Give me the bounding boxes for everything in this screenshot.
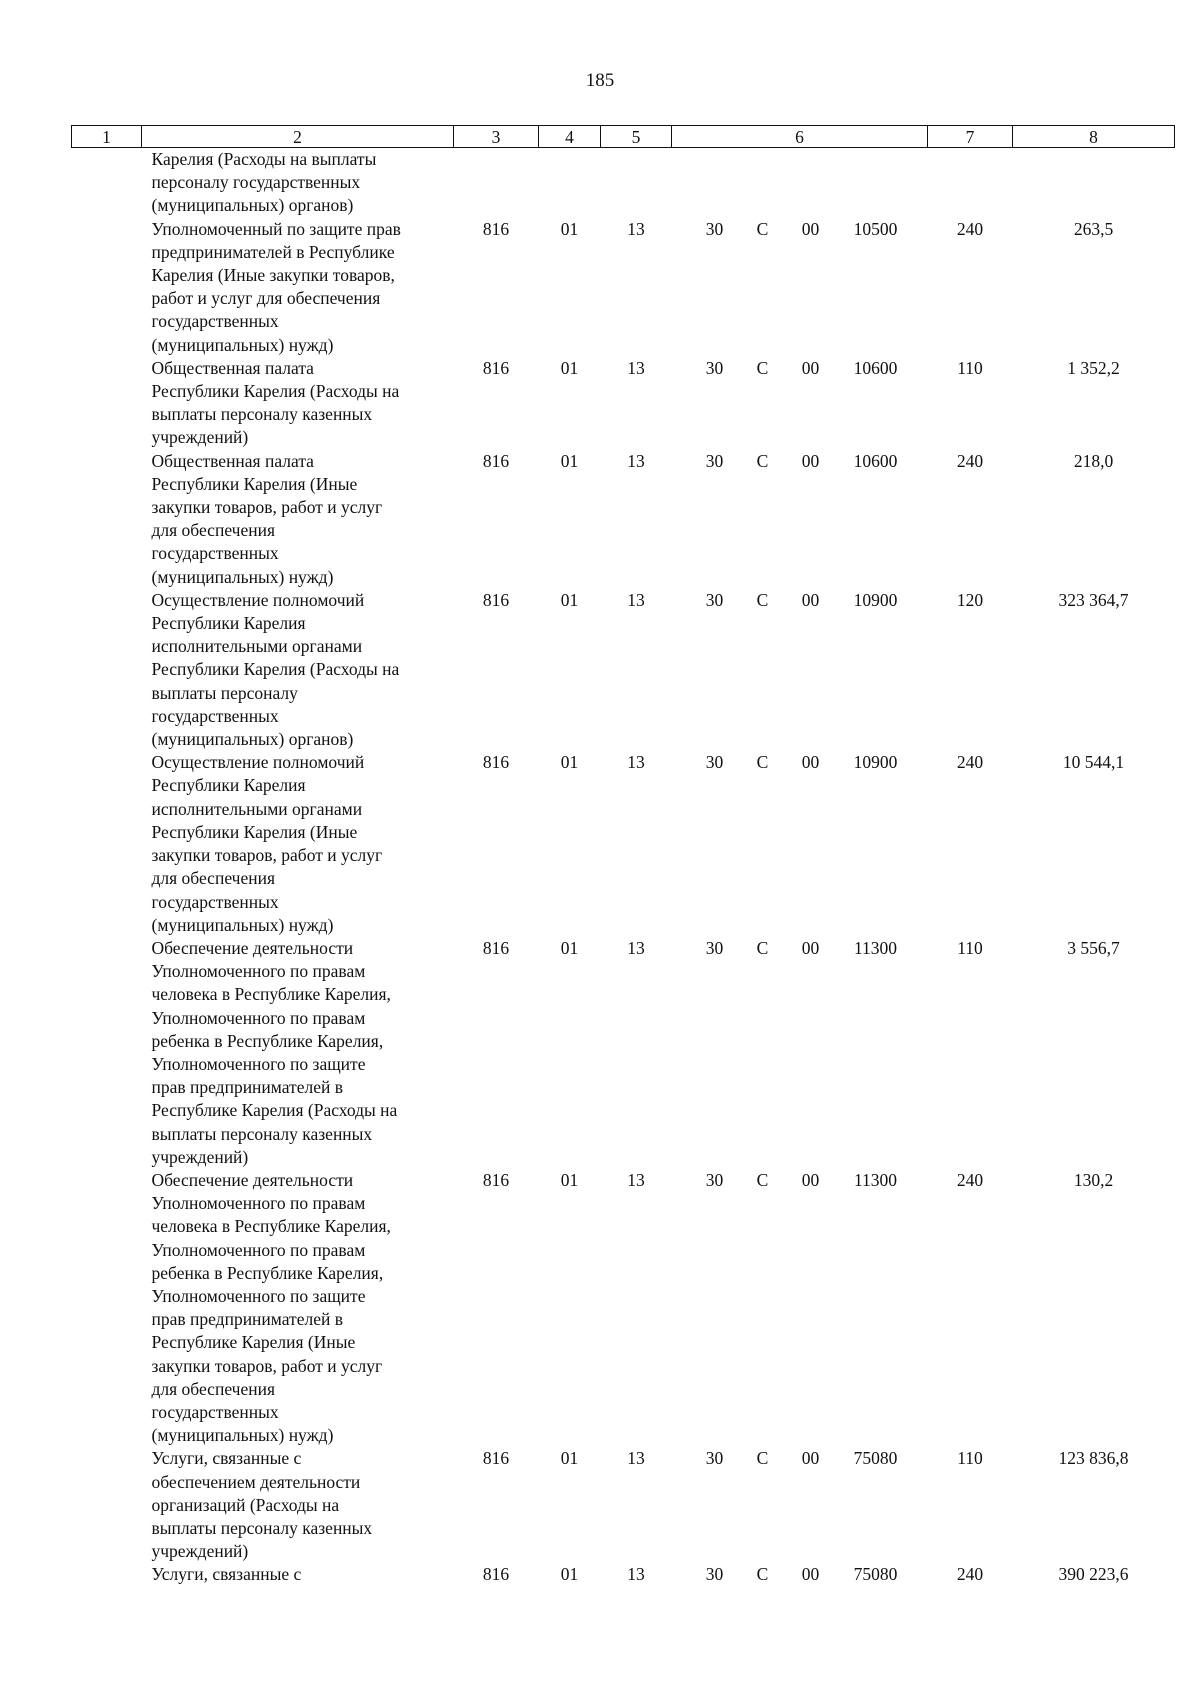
expense-description: Обеспечение деятельности Уполномоченного по правам человека в Республике Карелия, Уполномоченного по правам ребенка в Республике Карелия, Уполномоченного по защите прав предпринимателей в Республике Карелия (Иные закупки товаров, работ и услуг для обеспечения государственных (муниципальных) нужд) [151, 1169, 391, 1446]
code-part-c6c: 00 [801, 1448, 820, 1469]
cell-amount: 10 544,1 [1062, 752, 1125, 773]
cell-col-4: 01 [560, 218, 579, 239]
budget-table [71, 125, 1175, 1587]
code-part-c6b: С [756, 450, 769, 471]
cell-col-6 [672, 450, 928, 589]
cell-col-4: 01 [560, 752, 579, 773]
code-part-c6a: 30 [705, 450, 724, 471]
cell-col-3: 816 [482, 1169, 510, 1190]
cell-col-7: 120 [956, 589, 984, 610]
cell-col-5: 13 [627, 218, 645, 239]
code-part-c6b: С [756, 1169, 769, 1190]
cell-col-6 [672, 148, 928, 218]
cell-description [142, 218, 454, 357]
expense-description: Общественная палата Республики Карелия (Расходы на выплаты персоналу казенных учреждений) [151, 357, 400, 448]
col-header-1: 1 [72, 126, 142, 148]
header-row [72, 126, 1175, 148]
expense-description: Карелия (Расходы на выплаты персоналу государственных (муниципальных) органов) [151, 149, 377, 216]
cell-description [142, 450, 454, 589]
cell-col-5: 13 [627, 589, 645, 610]
code-part-c6a: 30 [705, 357, 724, 378]
cell-col-1 [72, 1169, 142, 1447]
target-article-code [672, 937, 928, 960]
cell-col-5: 13 [627, 450, 645, 471]
cell-col-4: 01 [560, 937, 579, 958]
expense-description: Услуги, связанные с обеспечением деятельности организаций (Расходы на выплаты персоналу казенных учреждений) [151, 1448, 373, 1562]
table-row [72, 937, 1175, 1169]
cell-col-5 [601, 148, 672, 218]
code-part-c6a: 30 [705, 1564, 724, 1585]
cell-col-4 [539, 148, 601, 218]
cell-col-3: 816 [482, 450, 510, 471]
cell-col-3: 816 [482, 589, 510, 610]
cell-description [142, 357, 454, 450]
cell-col-6 [672, 589, 928, 751]
cell-col-6 [672, 937, 928, 1169]
cell-col-1 [72, 1447, 142, 1563]
col-header-8: 8 [1013, 126, 1175, 148]
code-part-c6d: 11300 [853, 937, 898, 958]
cell-amount: 390 223,6 [1058, 1564, 1129, 1585]
cell-col-7: 110 [957, 1448, 983, 1469]
target-article-code [672, 1563, 928, 1586]
cell-col-6 [672, 218, 928, 357]
cell-col-4: 01 [560, 1564, 579, 1585]
cell-col-1 [72, 589, 142, 751]
cell-col-1 [72, 937, 142, 1169]
cell-amount: 1 352,2 [1067, 357, 1120, 378]
code-part-c6c: 00 [801, 357, 820, 378]
expense-description: Осуществление полномочий Республики Карелия исполнительными органами Республики Карелия (Расходы на выплаты персоналу государственных (муниципальных) органов) [151, 589, 400, 750]
cell-amount: 323 364,7 [1058, 589, 1129, 610]
code-part-c6a: 30 [705, 589, 724, 610]
expense-description: Обеспечение деятельности Уполномоченного по правам человека в Республике Карелия, Уполномоченного по правам ребенка в Республике Карелия, Уполномоченного по защите прав предпринимателей в Республике Карелия (Расходы на выплаты персоналу казенных учреждений) [151, 937, 398, 1167]
cell-description [142, 751, 454, 937]
cell-amount: 130,2 [1073, 1169, 1114, 1190]
code-part-c6d: 10900 [853, 589, 898, 610]
cell-col-4: 01 [560, 450, 579, 471]
cell-col-7: 240 [956, 218, 984, 239]
target-article-code [672, 450, 928, 473]
expense-description: Услуги, связанные с [151, 1564, 302, 1585]
cell-col-3: 816 [482, 937, 510, 958]
table-row [72, 1447, 1175, 1563]
cell-col-5: 13 [627, 752, 645, 773]
col-header-7: 7 [928, 126, 1013, 148]
cell-col-3: 816 [482, 357, 510, 378]
code-part-c6d: 10600 [853, 450, 898, 471]
cell-col-7 [928, 148, 1013, 218]
code-part-c6a: 30 [705, 1169, 724, 1190]
cell-col-5: 13 [627, 1448, 645, 1469]
col-header-2: 2 [142, 126, 454, 148]
target-article-code [672, 218, 928, 241]
cell-description [142, 589, 454, 751]
cell-col-6 [672, 1169, 928, 1447]
cell-col-7: 240 [956, 1564, 984, 1585]
cell-col-3 [454, 148, 539, 218]
code-part-c6d: 10600 [853, 357, 898, 378]
code-part-c6a: 30 [705, 1448, 724, 1469]
target-article-code [672, 1169, 928, 1192]
cell-description [142, 148, 454, 218]
cell-col-3: 816 [482, 1448, 510, 1469]
code-part-c6d: 10900 [853, 752, 898, 773]
cell-col-7: 240 [956, 450, 984, 471]
cell-col-5: 13 [627, 1564, 645, 1585]
code-part-c6b: С [756, 218, 769, 239]
cell-amount: 218,0 [1073, 450, 1114, 471]
code-part-c6a: 30 [705, 218, 724, 239]
code-part-c6d: 75080 [853, 1564, 898, 1585]
cell-col-6 [672, 1563, 928, 1586]
cell-description [142, 1447, 454, 1563]
cell-col-3: 816 [482, 1564, 510, 1585]
cell-col-1 [72, 751, 142, 937]
cell-col-1 [72, 218, 142, 357]
table-row [72, 751, 1175, 937]
col-header-3: 3 [454, 126, 539, 148]
col-header-4: 4 [539, 126, 601, 148]
code-part-c6c: 00 [801, 218, 820, 239]
cell-col-5: 13 [627, 1169, 645, 1190]
cell-description [142, 1169, 454, 1447]
cell-col-7: 110 [957, 937, 983, 958]
cell-amount: 123 836,8 [1058, 1448, 1129, 1469]
cell-col-7: 240 [956, 752, 984, 773]
cell-col-1 [72, 450, 142, 589]
code-part-c6d: 11300 [853, 1169, 898, 1190]
table-row [72, 450, 1175, 589]
cell-col-3: 816 [482, 752, 510, 773]
cell-col-6 [672, 357, 928, 450]
code-part-c6c: 00 [801, 937, 820, 958]
cell-col-4: 01 [560, 1448, 579, 1469]
target-article-code [672, 1447, 928, 1470]
table-row [72, 148, 1175, 218]
code-part-c6a: 30 [705, 752, 724, 773]
cell-col-4: 01 [560, 357, 579, 378]
table-body [72, 148, 1175, 1587]
code-part-c6b: С [756, 1448, 769, 1469]
cell-description [142, 1563, 454, 1586]
code-part-c6b: С [756, 937, 769, 958]
cell-col-5: 13 [627, 357, 645, 378]
expense-description: Осуществление полномочий Республики Карелия исполнительными органами Республики Карелия (Иные закупки товаров, работ и услуг для обеспечения государственных (муниципальных) нужд) [151, 752, 383, 935]
table-row [72, 1563, 1175, 1586]
table-row [72, 1169, 1175, 1447]
code-part-c6c: 00 [801, 1564, 820, 1585]
col-header-5: 5 [601, 126, 672, 148]
expense-description: Общественная палата Республики Карелия (Иные закупки товаров, работ и услуг для обеспечения государственных (муниципальных) нужд) [151, 450, 383, 587]
cell-amount: 3 556,7 [1067, 937, 1120, 958]
cell-col-4: 01 [560, 589, 579, 610]
col-header-6: 6 [672, 126, 928, 148]
code-part-c6d: 10500 [853, 218, 898, 239]
target-article-code [672, 589, 928, 612]
cell-col-7: 240 [956, 1169, 984, 1190]
target-article-code [672, 751, 928, 774]
code-part-c6b: С [756, 1564, 769, 1585]
cell-col-1 [72, 1563, 142, 1586]
code-part-c6c: 00 [801, 752, 820, 773]
target-article-code [672, 357, 928, 380]
table-row [72, 589, 1175, 751]
cell-col-6 [672, 751, 928, 937]
code-part-c6b: С [756, 589, 769, 610]
cell-col-7: 110 [957, 357, 983, 378]
cell-amount: 263,5 [1073, 218, 1114, 239]
cell-col-1 [72, 357, 142, 450]
code-part-c6c: 00 [801, 1169, 820, 1190]
cell-description [142, 937, 454, 1169]
code-part-c6c: 00 [801, 450, 820, 471]
code-part-c6c: 00 [801, 589, 820, 610]
table-row [72, 218, 1175, 357]
table-row [72, 357, 1175, 450]
code-part-c6a: 30 [705, 937, 724, 958]
code-part-c6b: С [756, 357, 769, 378]
cell-amount [1013, 148, 1175, 218]
cell-col-6 [672, 1447, 928, 1563]
code-part-c6d: 75080 [853, 1448, 898, 1469]
page-number: 185 [585, 70, 615, 91]
cell-col-3: 816 [482, 218, 510, 239]
code-part-c6b: С [756, 752, 769, 773]
expense-description: Уполномоченный по защите прав предпринимателей в Республике Карелия (Иные закупки товаров, работ и услуг для обеспечения государственных (муниципальных) нужд) [151, 218, 401, 355]
cell-col-1 [72, 148, 142, 218]
cell-col-5: 13 [627, 937, 645, 958]
cell-col-4: 01 [560, 1169, 579, 1190]
